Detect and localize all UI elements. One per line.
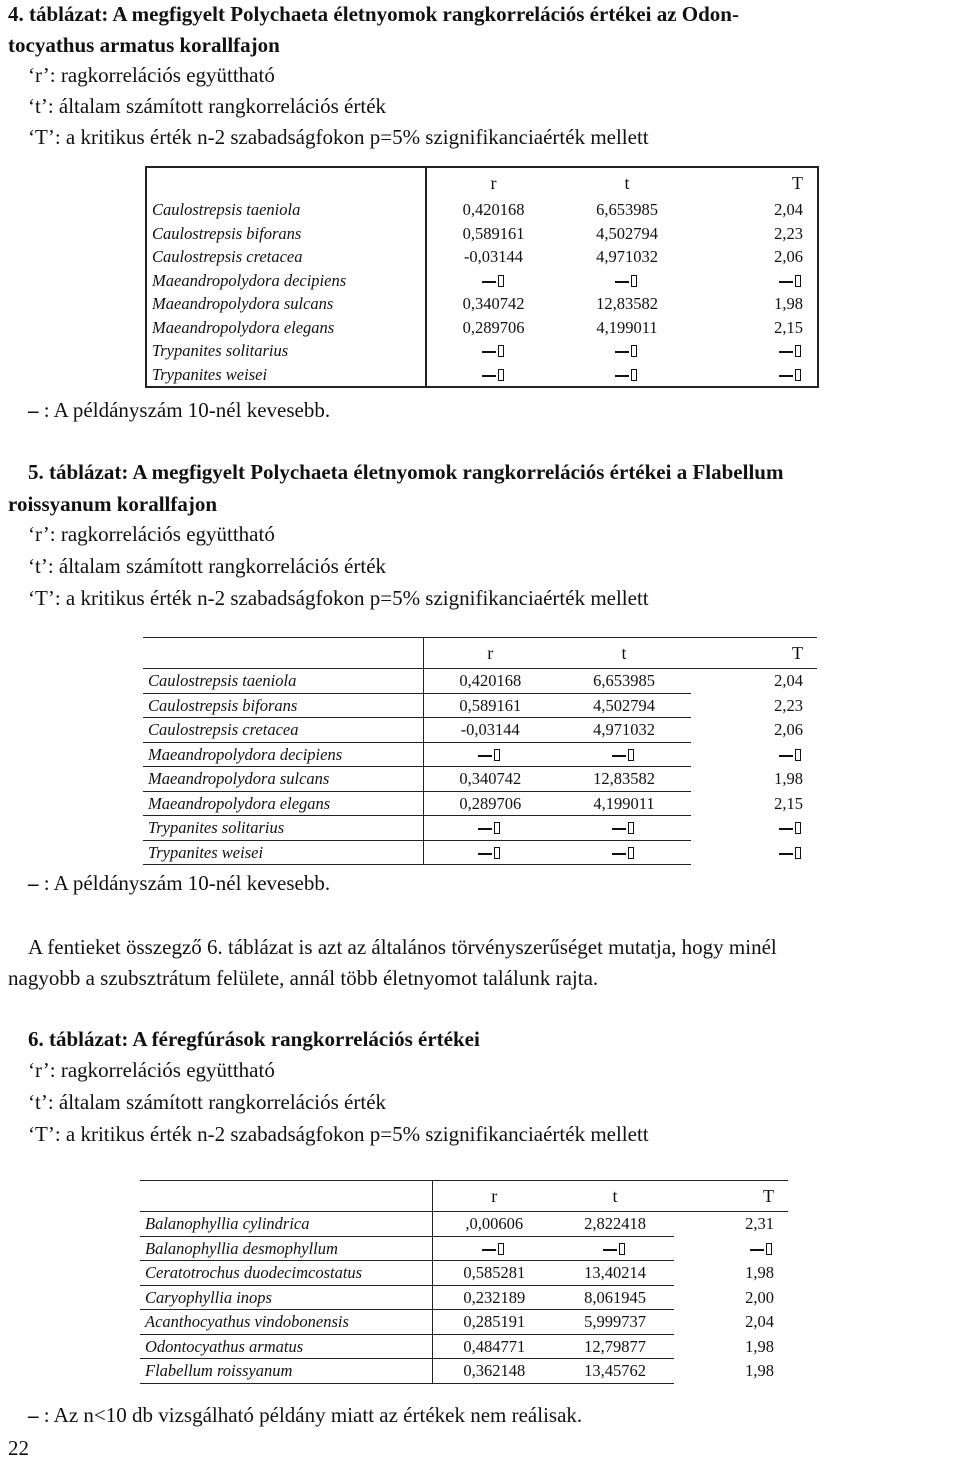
missing-value-dash-icon [603, 1243, 627, 1257]
value-r: 0,289706 [423, 791, 557, 816]
table-row [146, 269, 818, 293]
missing-value-dash-icon [482, 1243, 506, 1257]
table-row [143, 742, 817, 767]
value-t [560, 363, 694, 388]
value-t [556, 1236, 674, 1261]
table-row [140, 1359, 788, 1384]
table-row [140, 1334, 788, 1359]
table4-header-T: T [792, 173, 803, 193]
missing-value-dash-icon [615, 275, 639, 289]
table6-note-dash: – [28, 1403, 39, 1427]
value-r: -0,03144 [423, 718, 557, 743]
table4-note-text: : A példányszám 10-nél kevesebb. [43, 398, 331, 422]
value-t: 4,199011 [596, 317, 658, 337]
table-row [140, 1236, 788, 1261]
table-row [146, 339, 818, 363]
table4 [145, 166, 819, 388]
species-name: Maeandropolydora sulcans [143, 767, 423, 792]
table4-header-blank [146, 167, 426, 198]
value-T [694, 269, 818, 293]
table5-title-line1: 5. táblázat: A megfigyelt Polychaeta életnyomok rangkorrelációs értékei a Flabellum [28, 460, 784, 484]
species-name: Balanophyllia cylindrica [140, 1212, 432, 1237]
species-name: Caulostrepsis taeniola [146, 198, 426, 222]
table-row [140, 1285, 788, 1310]
species-name: Caulostrepsis cretacea [146, 245, 426, 269]
table6-title: 6. táblázat: A féregfúrások rangkorrelációs értékei [28, 1027, 480, 1051]
missing-value-dash-icon [612, 822, 636, 836]
table-row [146, 198, 818, 222]
value-r [426, 269, 560, 293]
table6-header-r: r [432, 1181, 556, 1212]
value-t: 8,061945 [556, 1285, 674, 1310]
table5-header-row [143, 638, 817, 669]
table5-header-t: t [557, 638, 691, 669]
species-name: Flabellum roissyanum [140, 1359, 432, 1384]
table6-legend-t: ‘t’: általam számított rangkorrelációs érték [28, 1090, 387, 1114]
value-r [423, 816, 557, 841]
missing-value-dash-icon [779, 345, 803, 359]
missing-value-dash-icon [615, 369, 639, 383]
value-T: 1,98 [774, 294, 803, 313]
species-name: Caulostrepsis taeniola [143, 669, 423, 694]
table5-note [28, 871, 330, 896]
missing-value-dash-icon [779, 369, 803, 383]
value-t: 4,502794 [596, 223, 658, 243]
value-T: 2,04 [745, 1312, 774, 1331]
table-row [140, 1310, 788, 1335]
value-t: 4,199011 [557, 791, 691, 816]
missing-value-dash-icon [478, 749, 502, 763]
value-r: ,0,00606 [432, 1212, 556, 1237]
value-t: 12,83582 [596, 294, 658, 313]
table-row [146, 245, 818, 269]
table4-header-t: t [624, 173, 630, 193]
table4-title-line1: 4. táblázat: A megfigyelt Polychaeta életnyomok rangkorrelációs értékei az Odon- [8, 2, 739, 26]
missing-value-dash-icon [482, 369, 506, 383]
table-row [143, 791, 817, 816]
table-row [146, 316, 818, 340]
summary-line2: nagyobb a szubsztrátum felülete, annál több életnyomot találunk rajta. [8, 966, 599, 990]
table4-legend-r: ‘r’: ragkorrelációs együttható [28, 63, 275, 87]
table-row [143, 693, 817, 718]
value-r: 0,589161 [423, 693, 557, 718]
value-r: 0,340742 [423, 767, 557, 792]
value-T [691, 840, 817, 865]
value-t: 12,83582 [557, 767, 691, 792]
table5-body [143, 669, 817, 865]
value-r: 0,232189 [432, 1285, 556, 1310]
table6-note-text: : Az n<10 db vizsgálható példány miatt az értékek nem reálisak. [43, 1403, 583, 1427]
missing-value-dash-icon [779, 749, 803, 763]
species-name: Caulostrepsis cretacea [143, 718, 423, 743]
table6-note [28, 1403, 582, 1428]
value-T [691, 816, 817, 841]
missing-value-dash-icon [612, 847, 636, 861]
species-name: Maeandropolydora sulcans [146, 292, 426, 316]
table5-header-blank [143, 638, 423, 669]
value-t: 4,971032 [557, 718, 691, 743]
value-t: 4,971032 [596, 247, 658, 266]
table4-legend-T: ‘T’: a kritikus érték n-2 szabadságfokon p=5% szignifikanciaérték mellett [28, 125, 649, 149]
table-row [143, 840, 817, 865]
table-row [143, 718, 817, 743]
species-name: Maeandropolydora elegans [143, 791, 423, 816]
missing-value-dash-icon [615, 345, 639, 359]
table-row [143, 767, 817, 792]
value-T: 1,98 [774, 769, 803, 788]
value-t: 6,653985 [557, 669, 691, 694]
table6-header-row [140, 1181, 788, 1212]
table6-legend-r: ‘r’: ragkorrelációs együttható [28, 1058, 275, 1082]
missing-value-dash-icon [779, 822, 803, 836]
value-r: 0,362148 [432, 1359, 556, 1384]
table5-note-text: : A példányszám 10-nél kevesebb. [43, 871, 331, 895]
value-t: 2,822418 [556, 1212, 674, 1237]
missing-value-dash-icon [779, 275, 803, 289]
table5-header-T: T [691, 638, 817, 669]
value-T: 1,98 [745, 1263, 774, 1282]
species-name: Caryophyllia inops [140, 1285, 432, 1310]
table-row [140, 1261, 788, 1286]
missing-value-dash-icon [478, 822, 502, 836]
missing-value-dash-icon [482, 345, 506, 359]
table4-legend-t: ‘t’: általam számított rangkorrelációs érték [28, 94, 387, 118]
value-T: 1,98 [745, 1361, 774, 1380]
species-name: Maeandropolydora decipiens [146, 269, 426, 293]
value-t: 6,653985 [596, 200, 658, 219]
table5 [143, 637, 817, 865]
missing-value-dash-icon [779, 847, 803, 861]
value-T [691, 742, 817, 767]
value-t [557, 816, 691, 841]
table4-header-r: r [490, 173, 497, 193]
value-T: 2,15 [774, 317, 803, 337]
table4-note [28, 398, 330, 423]
value-T: 1,98 [745, 1336, 774, 1356]
missing-value-dash-icon [482, 275, 506, 289]
table5-legend-T: ‘T’: a kritikus érték n-2 szabadságfokon p=5% szignifikanciaérték mellett [28, 586, 649, 610]
table5-legend-r: ‘r’: ragkorrelációs együttható [28, 522, 275, 546]
value-t [557, 742, 691, 767]
value-T: 2,04 [774, 200, 803, 219]
value-r [432, 1236, 556, 1261]
value-r: 0,285191 [432, 1310, 556, 1335]
missing-value-dash-icon [478, 847, 502, 861]
table-row [146, 363, 818, 388]
value-t [560, 269, 694, 293]
value-t: 12,79877 [556, 1334, 674, 1359]
value-t: 13,40214 [556, 1261, 674, 1286]
value-T: 2,15 [774, 793, 803, 813]
species-name: Odontocyathus armatus [140, 1334, 432, 1359]
value-t: 13,45762 [556, 1359, 674, 1384]
value-r: -0,03144 [463, 247, 524, 266]
value-t [560, 339, 694, 363]
value-T: 2,23 [774, 695, 803, 715]
value-t [557, 840, 691, 865]
table-row [143, 669, 817, 694]
table5-title-line2: roissyanum korallfajon [8, 492, 218, 516]
value-r [426, 363, 560, 388]
value-r: 0,289706 [462, 317, 525, 337]
table-row [140, 1212, 788, 1237]
table4-note-dash: – [28, 398, 39, 422]
value-r: 0,484771 [432, 1334, 556, 1359]
table5-note-dash: – [28, 871, 39, 895]
table6-header-T: T [674, 1181, 788, 1212]
table4-title-line2: tocyathus armatus korallfajon [8, 33, 280, 57]
value-t: 5,999737 [556, 1310, 674, 1335]
table6-header-t: t [556, 1181, 674, 1212]
summary-line1: A fentieket összegző 6. táblázat is azt az általános törvényszerűséget mutatja, hogy minél [28, 935, 777, 959]
species-name: Trypanites weisei [146, 363, 426, 388]
value-r: 0,589161 [462, 223, 525, 243]
page-number: 22 [8, 1436, 29, 1460]
value-T: 2,06 [774, 720, 803, 739]
species-name: Trypanites weisei [143, 840, 423, 865]
species-name: Caulostrepsis biforans [146, 222, 426, 246]
value-T: 2,06 [774, 247, 803, 266]
table6 [140, 1180, 788, 1384]
missing-value-dash-icon [612, 749, 636, 763]
table4-header-row [146, 167, 818, 198]
missing-value-dash-icon [750, 1243, 774, 1257]
species-name: Trypanites solitarius [146, 339, 426, 363]
species-name: Acanthocyathus vindobonensis [140, 1310, 432, 1335]
value-r: 0,420168 [462, 200, 525, 219]
value-T [694, 339, 818, 363]
species-name: Maeandropolydora decipiens [143, 742, 423, 767]
value-r: 0,420168 [423, 669, 557, 694]
species-name: Trypanites solitarius [143, 816, 423, 841]
table5-legend-t: ‘t’: általam számított rangkorrelációs érték [28, 554, 387, 578]
value-T: 2,00 [745, 1287, 774, 1307]
species-name: Balanophyllia desmophyllum [140, 1236, 432, 1261]
value-T: 2,31 [745, 1214, 774, 1234]
table-row [143, 816, 817, 841]
table-row [146, 222, 818, 246]
table4-body [146, 198, 818, 387]
species-name: Maeandropolydora elegans [146, 316, 426, 340]
table5-header-r: r [423, 638, 557, 669]
value-r [423, 840, 557, 865]
value-r: 0,340742 [462, 294, 525, 313]
species-name: Caulostrepsis biforans [143, 693, 423, 718]
value-T: 2,04 [774, 671, 803, 691]
value-r [426, 339, 560, 363]
table6-header-blank [140, 1181, 432, 1212]
table6-legend-T: ‘T’: a kritikus érték n-2 szabadságfokon p=5% szignifikanciaérték mellett [28, 1122, 649, 1146]
table-row [146, 292, 818, 316]
value-r [423, 742, 557, 767]
value-T [674, 1236, 788, 1261]
value-T [694, 363, 818, 388]
species-name: Ceratotrochus duodecimcostatus [140, 1261, 432, 1286]
value-T: 2,23 [774, 223, 803, 243]
table6-body [140, 1212, 788, 1384]
value-t: 4,502794 [557, 693, 691, 718]
value-r: 0,585281 [432, 1261, 556, 1286]
